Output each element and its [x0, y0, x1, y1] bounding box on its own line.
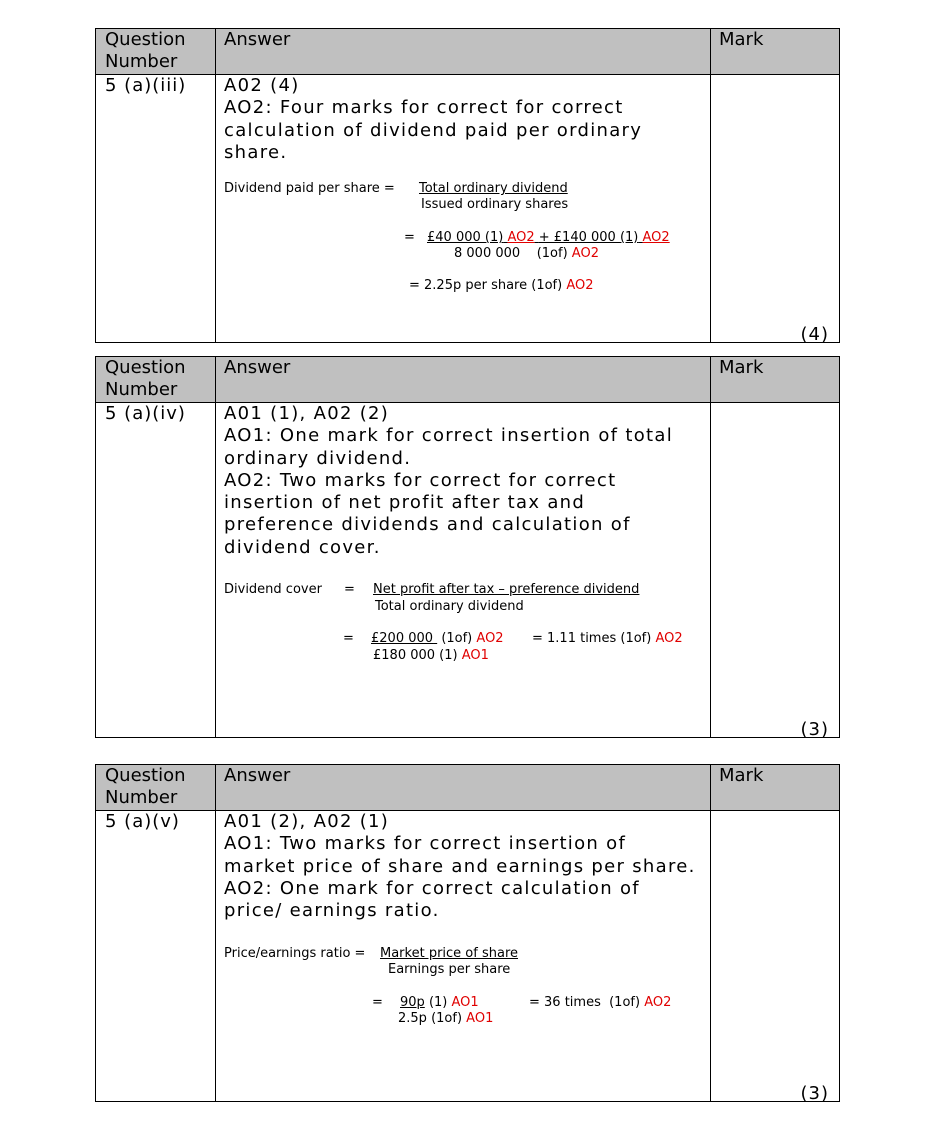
calc-working-denominator: £180 000 (1) AO1 — [373, 648, 489, 663]
calc-numerator: Market price of share — [380, 946, 519, 961]
calc-equals: = — [404, 230, 415, 245]
calc-numerator: Net profit after tax – preference dividend — [373, 582, 640, 597]
calc-denominator: Total ordinary dividend — [375, 599, 524, 614]
mark-scheme-table-q5av — [95, 764, 840, 1102]
mark-scheme-table-q5aiii — [95, 28, 840, 343]
calc-equals: = — [343, 631, 354, 646]
calc-working-denominator: 8 000 000 (1of) AO2 — [454, 246, 599, 261]
answer-header: Answer — [224, 357, 291, 378]
total-marks: (3) — [800, 719, 829, 740]
calc-equals: = — [372, 995, 383, 1010]
calc-label: Dividend cover — [224, 582, 322, 597]
calc-equals: = — [344, 582, 355, 597]
total-marks: (4) — [800, 324, 829, 345]
answer-text: A01 (1), A02 (2) AO1: One mark for correct insertion of total ordinary dividend. AO2: Two marks for correct for correct insertion of net profit after tax and preference dividends and calculation of dividend cover. — [224, 403, 673, 558]
calc-working-numerator: 90p (1) AO1 — [400, 995, 479, 1010]
answer-header: Answer — [224, 765, 291, 786]
question-number-header: Question Number — [105, 765, 186, 808]
calc-label: Dividend paid per share = — [224, 181, 395, 196]
total-marks: (3) — [800, 1083, 829, 1104]
mark-header: Mark — [719, 29, 764, 50]
answer-text: A01 (2), A02 (1) AO1: Two marks for correct insertion of market price of share and earnings per share. AO2: One mark for correct calculation of price/ earnings ratio. — [224, 811, 696, 922]
calc-result: = 1.11 times (1of) AO2 — [532, 631, 683, 646]
calc-result: = 36 times (1of) AO2 — [529, 995, 672, 1010]
calc-result: = 2.25p per share (1of) AO2 — [409, 278, 594, 293]
question-number: 5 (a)(iv) — [105, 403, 186, 424]
mark-header: Mark — [719, 357, 764, 378]
question-number-header: Question Number — [105, 29, 186, 72]
calc-denominator: Issued ordinary shares — [421, 197, 569, 212]
calc-denominator: Earnings per share — [388, 962, 511, 977]
question-number-header: Question Number — [105, 357, 186, 400]
answer-text: A02 (4) AO2: Four marks for correct for correct calculation of dividend paid per ordinary share. — [224, 75, 643, 163]
calc-label: Price/earnings ratio = — [224, 946, 366, 961]
calc-working-numerator: £40 000 (1) AO2 + £140 000 (1) AO2 — [427, 230, 670, 245]
mark-scheme-table-q5aiv — [95, 356, 840, 738]
calc-working-numerator: £200 000 (1of) AO2 — [371, 631, 504, 646]
question-number: 5 (a)(iii) — [105, 75, 187, 96]
calc-numerator: Total ordinary dividend — [419, 181, 568, 196]
calc-working-denominator: 2.5p (1of) AO1 — [398, 1011, 494, 1026]
mark-header: Mark — [719, 765, 764, 786]
answer-header: Answer — [224, 29, 291, 50]
question-number: 5 (a)(v) — [105, 811, 180, 832]
